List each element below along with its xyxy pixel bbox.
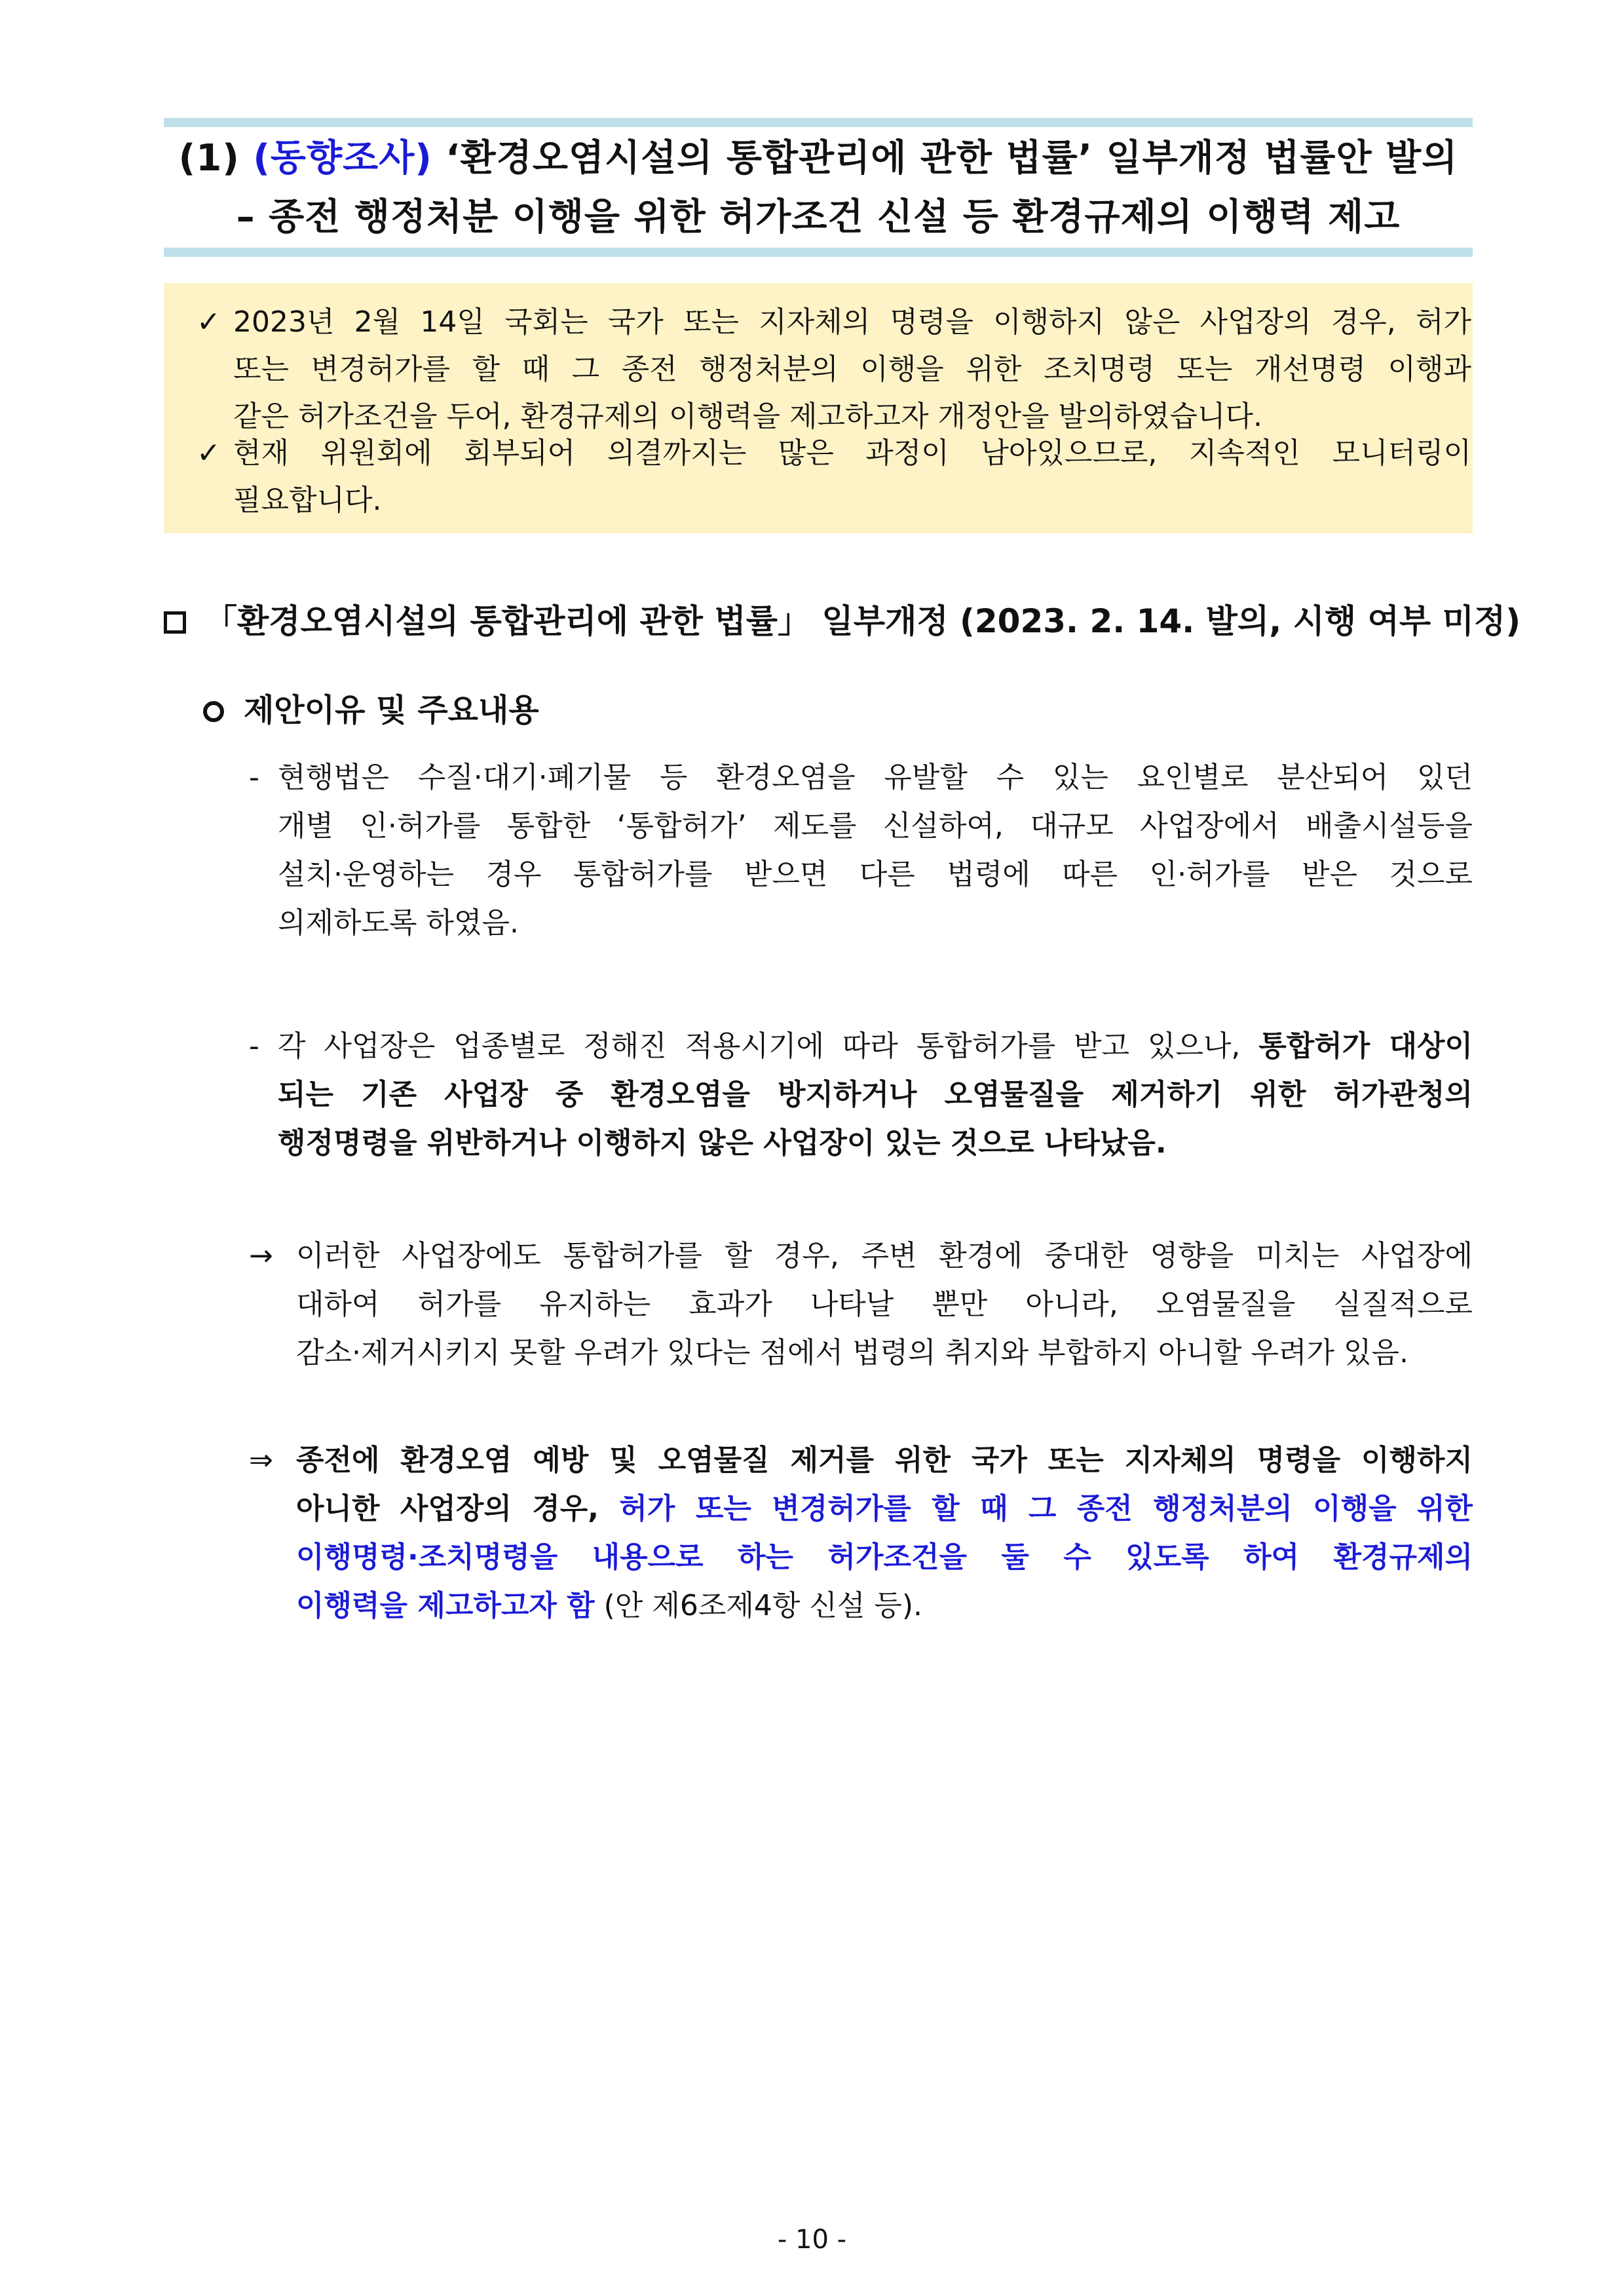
bold-text: 아니한 사업장의 경우, <box>296 1492 620 1525</box>
page-title <box>164 132 1473 185</box>
double-arrow-icon: ⇒ <box>249 1444 273 1477</box>
arrow-icon: → <box>249 1239 273 1272</box>
paragraph-problem <box>249 1232 1473 1383</box>
summary-line: 현재 위원회에 회부되어 의결까지는 많은 과정이 남아있으므로, 지속적인 모니터링이 <box>233 436 1471 470</box>
highlight-text: 이행명령·조치명령을 내용으로 하는 허가조건을 둘 수 있도록 하여 환경규제의 <box>296 1540 1473 1574</box>
title-bottom-rule <box>164 248 1473 257</box>
summary-line: 필요합니다. <box>233 484 382 517</box>
title-text: ‘환경오염시설의 통합관리에 관한 법률’ 일부개정 법률안 발의 <box>445 137 1458 180</box>
paragraph-line: 되는 기존 사업장 중 환경오염을 방지하거나 오염물질을 제거하기 위한 허가관청의 <box>278 1078 1473 1111</box>
category-tag: (동향조사) <box>253 137 432 180</box>
paragraph-background <box>249 754 1473 950</box>
title-top-rule <box>164 118 1473 127</box>
dash-bullet: - <box>249 1029 259 1063</box>
dash-bullet: - <box>249 761 259 794</box>
checkmark-icon: ✓ <box>197 436 221 470</box>
reason-heading <box>203 684 539 737</box>
section-number: (1) <box>178 137 240 180</box>
summary-item <box>197 299 1473 440</box>
checkmark-icon: ✓ <box>197 305 221 339</box>
paragraph-line: 현행법은 수질·대기·폐기물 등 환경오염을 유발할 수 있는 요인별로 분산되어 있던 <box>278 761 1473 794</box>
paragraph-line <box>296 1485 1473 1533</box>
summary-line: 같은 허가조건을 두어, 환경규제의 이행력을 제고하고자 개정안을 발의하였습니다. <box>233 400 1263 433</box>
law-heading <box>164 595 1520 647</box>
paragraph-line: 개별 인·허가를 통합한 ‘통합허가’ 제도를 신설하여, 대규모 사업장에서 배출시설등을 <box>278 809 1473 843</box>
page-subtitle: – 종전 행정처분 이행을 위한 허가조건 신설 등 환경규제의 이행력 제고 <box>236 196 1401 239</box>
summary-line: 2023년 2월 14일 국회는 국가 또는 지자체의 명령을 이행하지 않은 사업장의 경우, 허가 <box>233 305 1471 339</box>
paragraph-finding <box>249 1022 1473 1173</box>
paragraph-line: 대하여 허가를 유지하는 효과가 나타날 뿐만 아니라, 오염물질을 실질적으로 <box>296 1288 1473 1321</box>
paragraph-line: 의제하도록 하였음. <box>278 906 519 940</box>
paragraph-proposal <box>249 1436 1473 1633</box>
summary-line: 또는 변경허가를 할 때 그 종전 행정처분의 이행을 위한 조치명령 또는 개선명령 이행과 <box>233 353 1471 386</box>
paragraph-line: 종전에 환경오염 예방 및 오염물질 제거를 위한 국가 또는 지자체의 명령을 이행하지 <box>296 1444 1473 1477</box>
paragraph-line: 감소·제거시키지 못할 우려가 있다는 점에서 법령의 취지와 부합하지 아니할 우려가 있음. <box>296 1336 1408 1369</box>
circle-bullet-icon <box>203 701 224 722</box>
plain-text: 각 사업장은 업종별로 정해진 적용시기에 따라 통합허가를 받고 있으나, <box>278 1029 1259 1063</box>
highlight-text: 허가 또는 변경허가를 할 때 그 종전 행정처분의 이행을 위한 <box>619 1492 1473 1525</box>
square-bullet-icon <box>164 611 186 634</box>
reason-heading-text: 제안이유 및 주요내용 <box>244 692 539 729</box>
paragraph-line: 이러한 사업장에도 통합허가를 할 경우, 주변 환경에 중대한 영향을 미치는 사업장에 <box>296 1239 1473 1272</box>
page-number: - 10 - <box>777 2225 847 2255</box>
paragraph-line: 설치·운영하는 경우 통합허가를 받으면 다른 법령에 따른 인·허가를 받은 것으로 <box>278 858 1473 891</box>
law-heading-text: 「환경오염시설의 통합관리에 관한 법률」 일부개정 (2023. 2. 14. 발의, 시행 여부 미정) <box>204 602 1521 640</box>
summary-item <box>197 430 1473 524</box>
paragraph-line <box>278 1022 1473 1071</box>
plain-text: (안 제6조제4항 신설 등). <box>594 1589 922 1622</box>
paragraph-line: 행정명령을 위반하거나 이행하지 않은 사업장이 있는 것으로 나타났음. <box>278 1126 1167 1160</box>
highlight-text: 이행력을 제고하고자 함 <box>296 1589 595 1622</box>
paragraph-line <box>296 1582 922 1630</box>
bold-text: 통합허가 대상이 <box>1258 1029 1473 1063</box>
